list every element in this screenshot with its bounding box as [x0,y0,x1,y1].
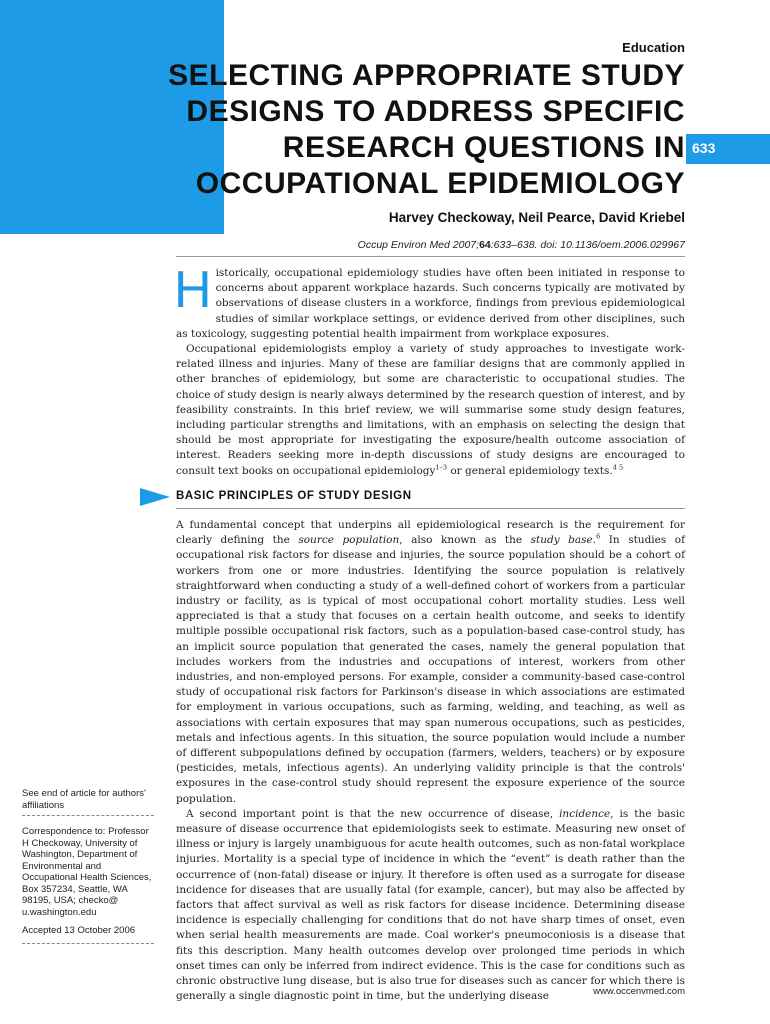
body-text: A fundamental concept that underpins all epidemiological research is the requirement for clearly defining the [176,519,685,547]
body-text: In studies of occupational risk factors for disease and injuries, the source population should be a cohort of workers from one or more industries. Identifying the source population is relatively straightforward when conducting a study of a well-defined cohort of workers from a particular industry or facility, as is typical of most occupational cohort mortality studies. Less well appreciated is that a study that focuses on a certain health outcome, and seeks to identify multiple possible occupational risk factors, such as a population-based case-control study, has an implicit source population that generated the cases, namely the general population that includes workers from the industries and occupations of interest, workers from other industries, and non-employed persons. For example, consider a community-based case-control study of occupational risk factors for Parkinson's disease in which associations are estimated for employment in various occupations, such as farming, welding, and teaching, as well as associations with certain exposures that may span numerous occupations, such as pesticides, metals and infectious agents. In this situation, the source population would include a number of different subpopulations defined by occupation (farmers, welders, teachers) or by exposure (pesticides, metals, infectious agents). An underlying validity principle is that the controls' exposures in the case-control study should represent the exposure experience of the source population. [176,534,685,805]
sidebar-divider [22,815,154,816]
accepted-date: Accepted 13 October 2006 [22,925,136,936]
title-line: OCCUPATIONAL EPIDEMIOLOGY [195,167,685,200]
intro-paragraph-1-text: istorically, occupational epidemiology studies have often been initiated in response to concerns about apparent workplace hazards. Such concerns typically are motivated by observations of disease clusters in a workforce, findings from previous epidemiological studies of similar workplace settings, or evidence derived from other disciplines, such as toxicology, suggesting potential health impairment from workplace exposures. [176,267,685,340]
intro-paragraph-2 [176,342,685,479]
body-text: , also known as the [399,534,531,547]
citation-pages-doi: :633–638. doi: 10.1136/oem.2006.029967 [490,239,685,251]
article-title [125,58,685,202]
intro-paragraph-2-tail: or general epidemiology texts. [447,464,613,477]
body-paragraph-1: A fundamental concept that underpins all epidemiological research is the requirement for clearly defining the source population, also known as the study base.$^6$ In studies of occupational risk factors for disease and injuries, the source population should be a cohort of workers from one or more industries. Identifying the source population is relatively straightforward when conducting a study of a well-defined cohort of workers from a particular industry or facility, as is typical of most occupational cohort mortality studies. Less well appreciated is that a study that focuses on a certain health outcome, and seeks to identify multiple possible occupational risk factors, such as a population-based case-control study, has an implicit source population that generated the cases, namely the general population that includes workers from the industries and occupations of interest, workers from other industries, and non-employed persons. For example, consider a community-based case-control study of occupational risk factors for Parkinson's disease in which associations are estimated for employment in various occupations, such as farming, welding, and teaching, as well as associations with certain exposures that may span numerous occupations, such as pesticides, metals and infectious agents. In this situation, the source population would include a number of different subpopulations defined by occupation (farmers, welders, teachers) or by exposure (pesticides, metals, infectious agents). An underlying validity principle is that the controls' exposures in the case-control study should represent the exposure experience of the source population. [176,519,685,805]
reference-marker: 6 [596,532,601,541]
citation-line [358,239,685,251]
term-study-base: study base [530,534,593,547]
intro-paragraph-2-text: Occupational epidemiologists employ a variety of study approaches to investigate work-related illness and injuries. Many of these are familiar designs that are commonly applied in other branches of epidemiology, but some are characteristic to occupational studies. The choice of study design is nearly always determined by the research question of interest, and by feasibility constraints. In this brief review, we will summarise some study design features, including particular strengths and limitations, with an emphasis on selecting the design that should be most appropriate for investigating the exposure/health outcome association of interest. Readers seeking more in-depth discussions of study designs are encouraged to consult text books on occupational epidemiology [176,343,685,477]
page-number: 633 [692,140,716,156]
body-paragraph-2 [176,807,685,1005]
page-number-tab [686,134,770,164]
citation-rule [176,256,685,257]
intro-paragraph-1 [174,261,685,342]
journal-name: Occup Environ Med [357,239,450,251]
reference-marker: 1–3 [435,463,447,472]
title-line: RESEARCH QUESTIONS IN [282,131,685,164]
arrow-icon [140,488,170,506]
footer-url: www.occenvmed.com [593,986,685,997]
sidebar-divider [22,943,154,944]
affiliations-note: See end of article for authors' affiliations [22,788,146,811]
citation-volume: 64 [479,239,491,251]
term-source-population: source population [298,534,400,547]
heading-rule [176,508,685,509]
correspondence-note: Correspondence to: Professor H Checkoway, University of Washington, Department of Environmental and Occupational Health Sciences, Box 357234, Seattle, WA 98195, USA; checko@ u.washington.edu [22,826,152,918]
author-list: Harvey Checkoway, Neil Pearce, David Kriebel [388,210,685,225]
citation-year: 2007; [449,239,480,251]
section-body [176,518,685,1005]
drop-cap: H [174,261,212,319]
reference-marker: 4 5 [612,463,624,472]
body-text: A second important point is that the new occurrence of disease, [186,807,560,820]
section-label: Education [622,40,685,55]
section-heading: BASIC PRINCIPLES OF STUDY DESIGN [176,490,412,502]
body-text: , is the basic measure of disease occurrence that epidemiologists seek to estimate. Measuring new onset of illness or injury is largely unambiguous for acute health outcomes, such as non-fatal workplace injuries. Mortality is a special type of incidence in which the “event” is death rather than the occurrence of (non-fatal) disease or injury. It therefore is often used as a surrogate for disease incidence for diseases that are usually fatal (for example, cancer), but may also be affected by factors that affect survival as well as risk factors for disease incidence. Determining disease incidence is especially challenging for conditions that do not have sharp times of onset, even when serial health measurements are made. Coal worker's pneumoconiosis is a disease that fits this description. Many health outcomes develop over prolonged time periods in which onset times can only be inferred from indirect evidence. This is the case for conditions such as chronic obstructive lung disease, but is also true for diseases such as cancer for which there is generally a single diagnostic point in time, but the underlying disease [176,807,686,1003]
title-line: SELECTING APPROPRIATE STUDY [168,59,685,92]
intro-text [174,261,685,479]
title-line: DESIGNS TO ADDRESS SPECIFIC [186,95,685,128]
term-incidence: incidence [559,807,611,820]
